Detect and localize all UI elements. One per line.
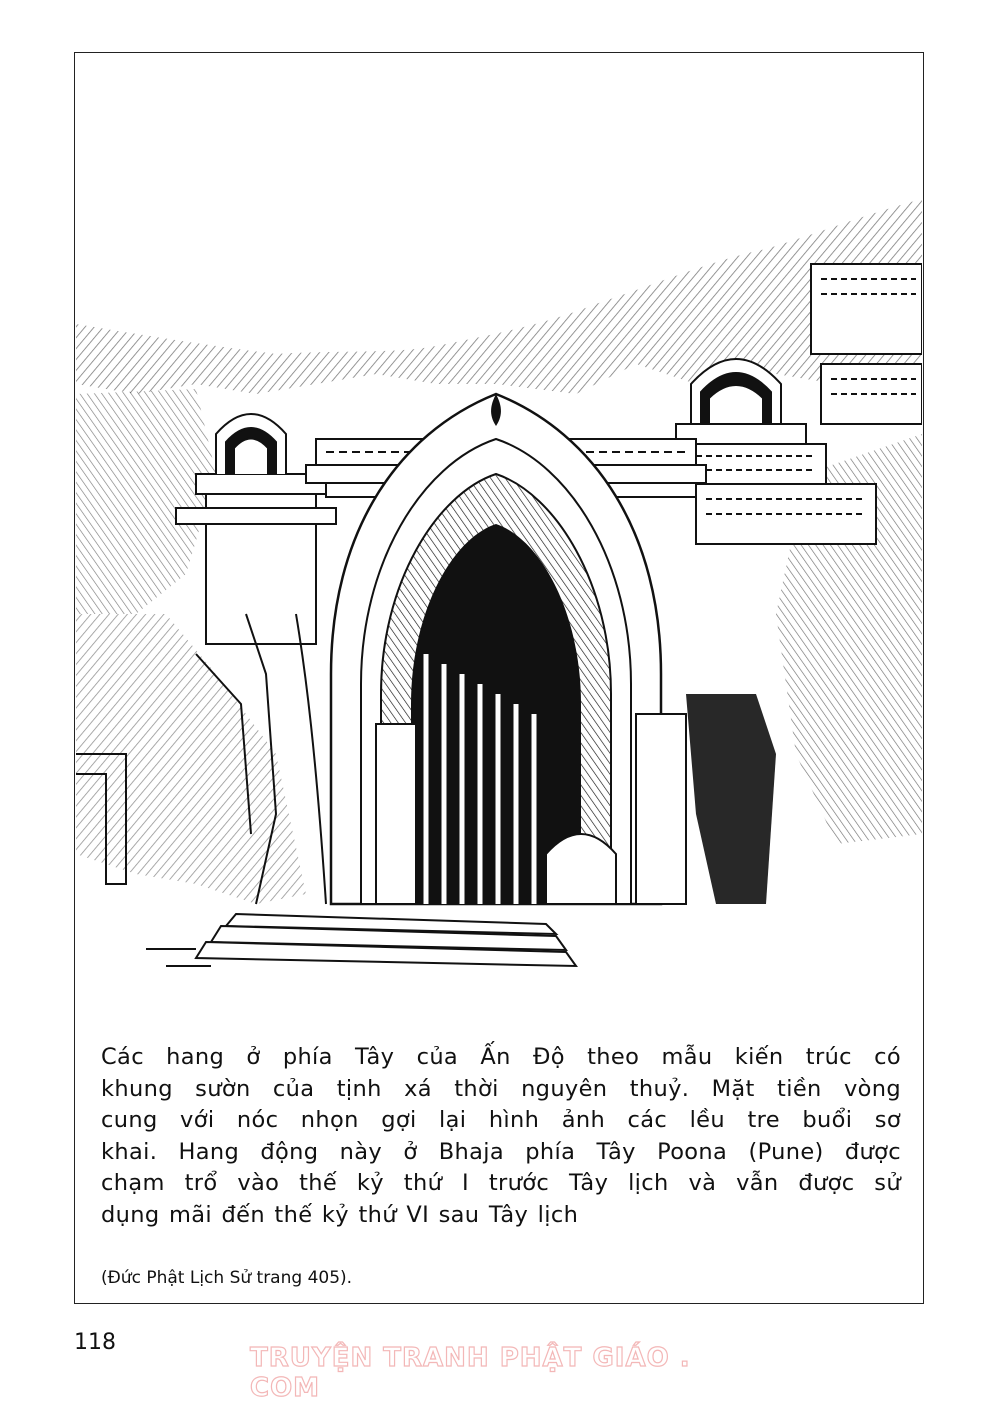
- caption-text: [101, 1042, 901, 1231]
- source-citation: (Đức Phật Lịch Sử trang 405).: [101, 1268, 353, 1288]
- caption-line: cung với nóc nhọn gợi lại hình ảnh các lều tre buổi sơ: [101, 1107, 901, 1133]
- caption-line: khung sườn của tịnh xá thời nguyên thuỷ. Mặt tiền vòng: [101, 1075, 901, 1102]
- bhaja-cave-illustration: [76, 54, 922, 1014]
- caption-line: Các hang ở phía Tây của Ấn Độ theo mẫu kiến trúc có: [101, 1044, 901, 1070]
- caption-line: khai. Hang động này ở Bhaja phía Tây Poona (Pune) được: [101, 1138, 901, 1165]
- entrance-steps: [146, 914, 576, 966]
- page-number: 118: [74, 1330, 116, 1355]
- caption-line: dụng mãi đến thế kỷ thứ VI sau Tây lịch: [101, 1201, 579, 1228]
- watermark: TRUYỆN TRANH PHẬT GIÁO . COM: [250, 1343, 691, 1403]
- caption-line: chạm trổ vào thế kỷ thứ I trước Tây lịch và vẫn được sử: [101, 1170, 901, 1196]
